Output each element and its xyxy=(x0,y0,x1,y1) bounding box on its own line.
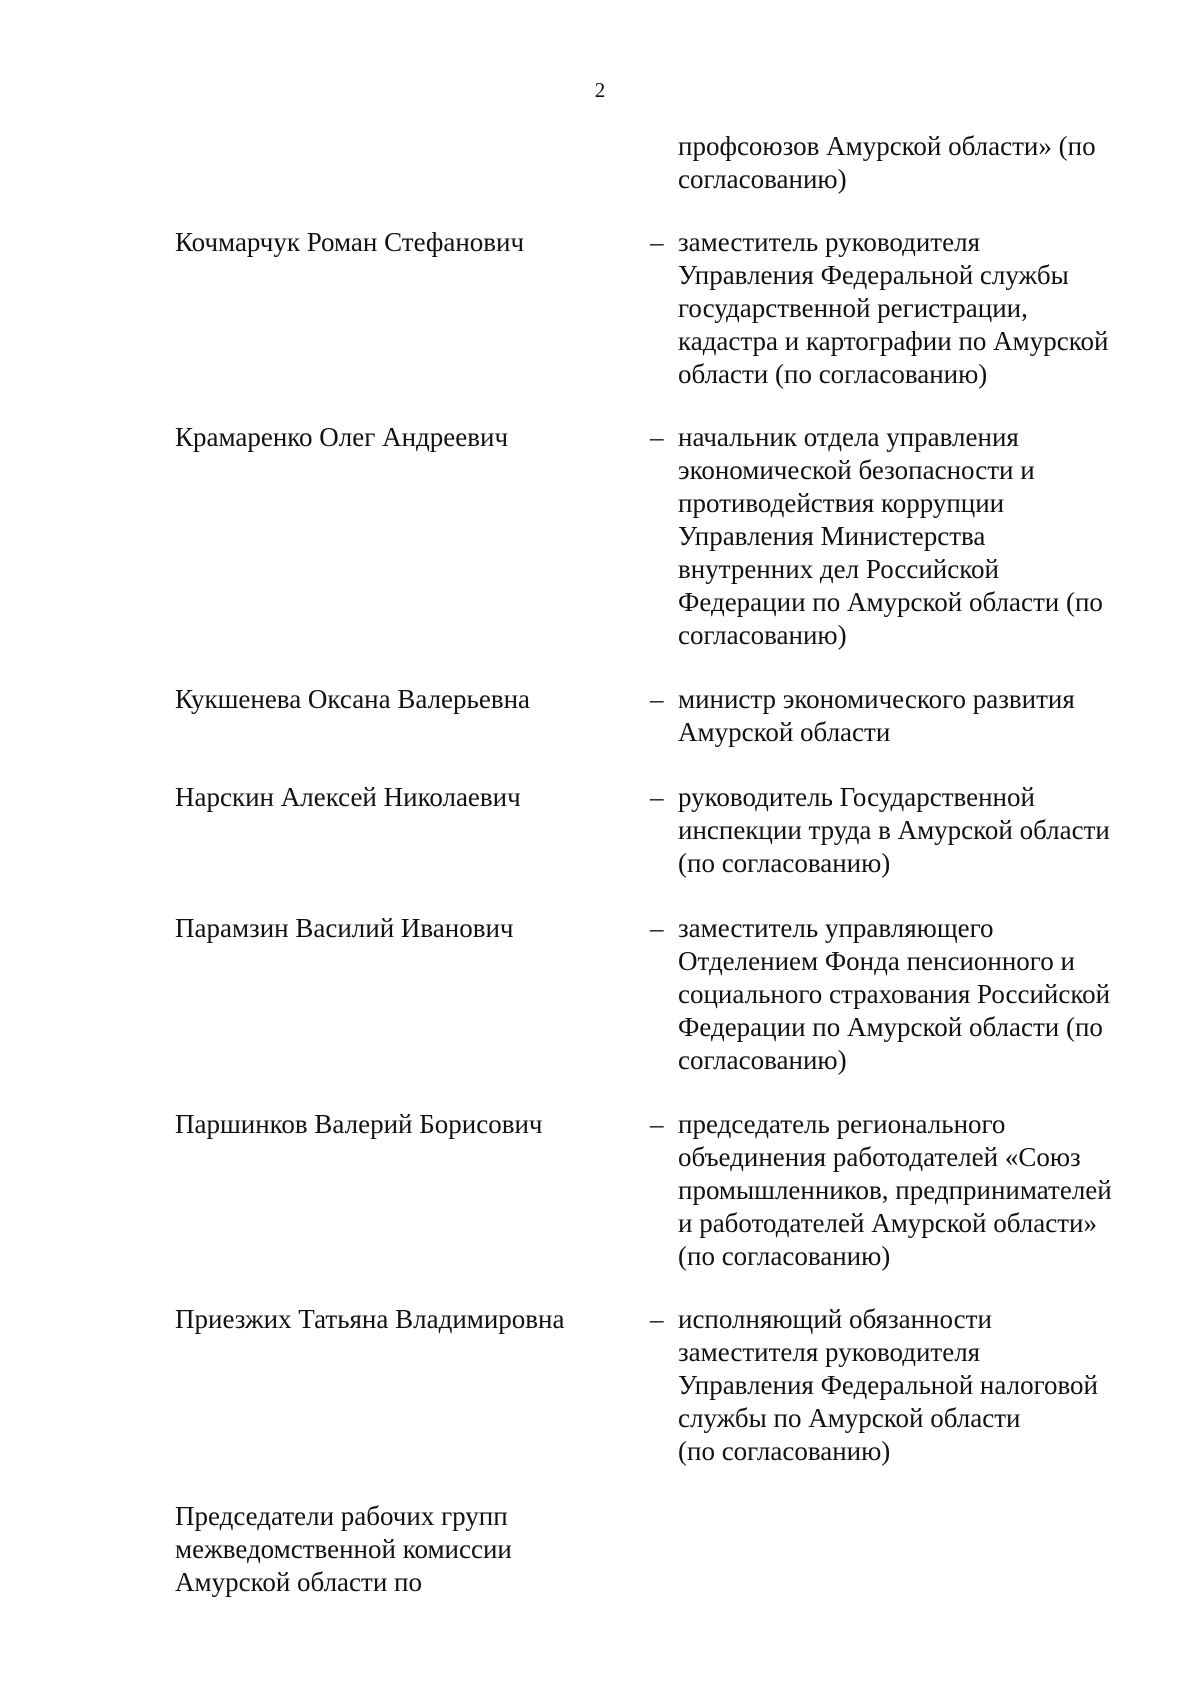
desc-line: председатель регионального xyxy=(678,1109,1006,1139)
desc-line: начальник отдела управления xyxy=(678,422,1019,452)
member-position xyxy=(678,421,1178,652)
desc-line: кадастра и картографии по Амурской xyxy=(678,326,1109,356)
dash: – xyxy=(650,913,664,943)
desc-line: согласованию) xyxy=(678,620,847,650)
member-name: Приезжих Татьяна Владимировна xyxy=(175,1304,565,1334)
member-position xyxy=(678,226,1178,391)
desc-line: заместитель управляющего xyxy=(678,913,994,943)
desc-line: экономической безопасности и xyxy=(678,455,1035,485)
desc-line: внутренних дел Российской xyxy=(678,554,999,584)
desc-line: согласованию) xyxy=(678,1045,847,1075)
working-group-chairs-heading xyxy=(175,1500,512,1599)
desc-line: инспекции труда в Амурской области xyxy=(678,815,1110,845)
desc-line: Амурской области xyxy=(678,717,891,747)
dash: – xyxy=(650,684,664,714)
desc-line: Управления Федеральной службы xyxy=(678,260,1069,290)
desc-line: (по согласованию) xyxy=(678,848,891,878)
desc-line: противодействия коррупции xyxy=(678,488,1005,518)
member-position xyxy=(678,912,1178,1077)
member-name: Парамзин Василий Иванович xyxy=(175,913,514,943)
member-name: Кочмарчук Роман Стефанович xyxy=(175,227,525,257)
desc-line: социального страхования Российской xyxy=(678,979,1111,1009)
dash: – xyxy=(650,1304,664,1334)
desc-line: Федерации по Амурской области (по xyxy=(678,587,1103,617)
desc-line: объединения работодателей «Союз xyxy=(678,1142,1081,1172)
desc-line: промышленников, предпринимателей xyxy=(678,1175,1112,1205)
member-name: Кукшенева Оксана Валерьевна xyxy=(175,684,531,714)
desc-line: заместитель руководителя xyxy=(678,227,980,257)
desc-line: (по согласованию) xyxy=(678,1436,891,1466)
dash: – xyxy=(650,227,664,257)
desc-line: Управления Министерства xyxy=(678,521,986,551)
desc-line: области (по согласованию) xyxy=(678,359,988,389)
member-name: Крамаренко Олег Андреевич xyxy=(175,422,509,452)
dash: – xyxy=(650,1109,664,1139)
member-name: Нарскин Алексей Николаевич xyxy=(175,782,521,812)
desc-line: государственной регистрации, xyxy=(678,293,1028,323)
desc-line: службы по Амурской области xyxy=(678,1403,1021,1433)
dash: – xyxy=(650,422,664,452)
member-position xyxy=(678,1108,1178,1273)
member-position xyxy=(678,683,1178,749)
desc-line: профсоюзов Амурской области» (по xyxy=(678,131,1096,161)
desc-line: исполняющий обязанности xyxy=(678,1304,992,1334)
desc-line: заместителя руководителя xyxy=(678,1337,981,1367)
page-number: 2 xyxy=(594,78,606,102)
closing-line: Председатели рабочих групп xyxy=(175,1501,508,1531)
desc-line: (по согласованию) xyxy=(678,1241,891,1271)
dash: – xyxy=(650,782,664,812)
desc-line: Отделением Фонда пенсионного и xyxy=(678,946,1075,976)
member-name: Паршинков Валерий Борисович xyxy=(175,1109,543,1139)
member-position xyxy=(678,781,1178,880)
continuation-text xyxy=(678,130,1178,196)
closing-line: межведомственной комиссии xyxy=(175,1534,512,1564)
desc-line: и работодателей Амурской области» xyxy=(678,1208,1097,1238)
member-position xyxy=(678,1303,1178,1468)
desc-line: руководитель Государственной xyxy=(678,782,1035,812)
desc-line: министр экономического развития xyxy=(678,684,1075,714)
desc-line: Федерации по Амурской области (по xyxy=(678,1012,1103,1042)
desc-line: Управления Федеральной налоговой xyxy=(678,1370,1098,1400)
desc-line: согласованию) xyxy=(678,164,847,194)
closing-line: Амурской области по xyxy=(175,1567,422,1597)
